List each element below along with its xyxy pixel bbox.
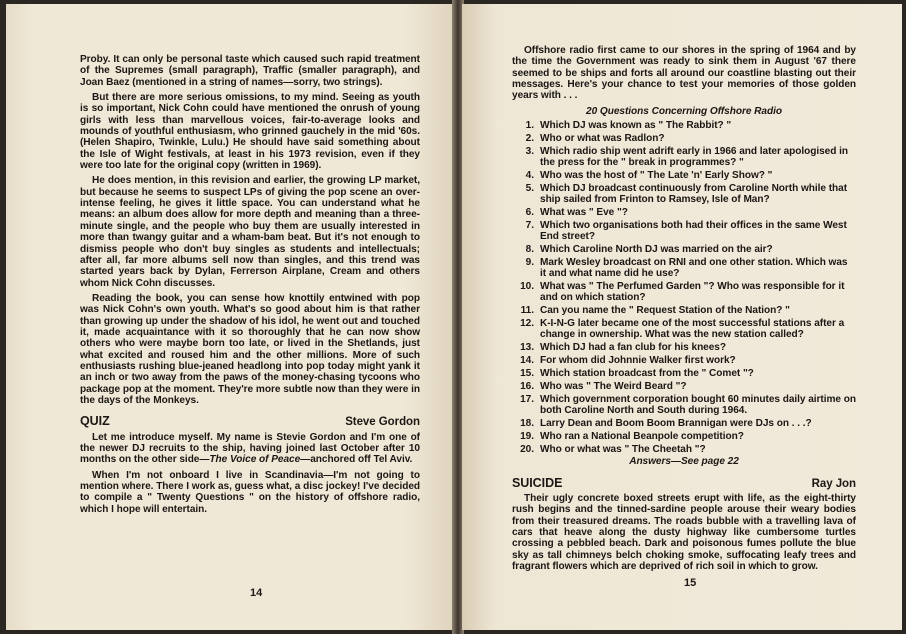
question-item [512, 281, 856, 304]
question-number: 6. [525, 206, 534, 218]
quiz-paragraph-2: When I'm not onboard I live in Scandinavia—I'm not going to mention where. There I work as, guess what, a disc jockey! I've decided to compile a " Twenty Questions " on the history of offshore radio, which I hope will entertain. [80, 469, 420, 515]
question-item [512, 146, 856, 169]
page-number-left: 14 [250, 587, 263, 599]
suicide-header [512, 475, 856, 490]
question-text: Who was the host of " The Late 'n' Early Show? " [540, 169, 773, 181]
question-item [512, 368, 856, 379]
question-number: 16. [520, 380, 534, 392]
suicide-text: Their ugly concrete boxed streets erupt with life, as the eight-thirty rush begins and the tinned-sardine people arouse their weary bodies from their treasured dreams. The roads bubble with a travelling lava of cars that heave along the dusty highway like cumbersome turtles crossing a pebbled beach. Dark and poisonous fumes pollute the blue sky as tall chimneys belch choking smoke, suffocating leafy trees and fragrant flowers which are deprived of rich soil in which to grow. [512, 493, 856, 573]
left-text-column [80, 54, 420, 519]
quiz-author: Steve Gordon [345, 416, 420, 429]
question-text: Which two organisations both had their offices in the same West End street? [540, 219, 847, 243]
right-page [462, 4, 902, 630]
question-item [512, 318, 856, 341]
question-text: K-I-N-G later became one of the most successful stations after a change in ownership. What was the new station called? [540, 318, 845, 341]
question-number: 10. [520, 281, 534, 293]
question-text: Which DJ had a fan club for his knees? [540, 342, 726, 354]
suicide-heading: SUICIDE [512, 475, 563, 490]
question-text: Larry Dean and Boom Boom Brannigan were DJs on . . .? [540, 417, 812, 429]
question-item [512, 183, 856, 206]
questions-title: 20 Questions Concerning Offshore Radio [586, 105, 782, 117]
left-page [6, 4, 458, 630]
question-text: Which DJ broadcast continuously from Caroline North while that ship sailed from Frinton to Ramsey, Isle of Man? [540, 182, 848, 206]
question-text: What was " The Perfumed Garden "? Who was responsible for it and on which station? [540, 281, 845, 304]
question-item [512, 257, 856, 280]
question-text: Who or what was " The Cheetah "? [540, 443, 706, 455]
question-text: Which station broadcast from the " Comet "? [540, 367, 754, 379]
quiz-paragraph-1 [80, 432, 420, 466]
left-paragraph-2: But there are more serious omissions, to my mind. Seeing as youth is so important, Nick Cohn could have mentioned the onrush of young girls with less than marvellous voices, fair-to-average looks and mounds of youthful enthusiasm, who grinned gauchely in the mid '60s. (Helen Shapiro, Twinkle, Lulu.) He should have said something about the Isle of Wight festivals, at least in his 1973 revision, even if they were too late for the original copy (written in 1969). [80, 92, 420, 172]
question-text: Can you name the " Request Station of the Nation? " [540, 305, 790, 317]
question-item [512, 381, 856, 392]
questions-list [512, 120, 856, 455]
question-number: 9. [525, 256, 534, 268]
question-text: Who ran a National Beanpole competition? [540, 430, 744, 442]
question-item [512, 120, 856, 131]
quiz-p1-ship-name: The Voice of Peace [209, 454, 301, 466]
question-text: Which government corporation bought 60 minutes daily airtime on both Caroline North and South during 1964. [540, 393, 856, 416]
question-number: 1. [525, 120, 534, 132]
question-text: Which radio ship went adrift early in 1966 and later apologised in the press for the " break in programmes? " [540, 145, 848, 169]
question-text: What was " Eve "? [540, 206, 628, 218]
question-item [512, 170, 856, 181]
suicide-author: Ray Jon [811, 477, 856, 490]
left-paragraph-3: He does mention, in this revision and earlier, the growing LP market, but because he seems to suspect LPs of giving the pop scene an over-intense feeling, he gives it little space. You can understand what he means: an album does allow for more depth and meaning than a three-minute single, and the people who buy them are usually interested in more than twangy guitar and a wham-bam beat. But it's not enough to dismiss people who don't buy singles as students and intellectuals; after all, far more albums sell now than singles, and this trend was started years back by Dylan, Ferrerson Airplane, Cream and others whom Nick Cohn discusses. [80, 175, 420, 289]
question-number: 5. [525, 182, 534, 194]
question-item [512, 444, 856, 455]
question-item [512, 244, 856, 255]
question-number: 20. [520, 443, 534, 455]
question-number: 14. [520, 355, 534, 367]
question-number: 19. [520, 430, 534, 442]
question-number: 18. [520, 417, 534, 429]
page-number-right: 15 [684, 577, 697, 589]
question-number: 7. [525, 219, 534, 231]
left-paragraph-4: Reading the book, you can sense how knottily entwined with pop was Nick Cohn's own youth. What's so good about him is that rather than growing up under the shadow of his idol, he went out and touched it, made acquaintance with it so thoroughly that he can now show others who were maybe born too late, or lived in the Shetlands, just what excited and roused him and the other millions. More of such enthusiasts rushing blue-jeaned headlong into pop today might yank it an inch or two away from the paws of the money-chasing tycoons who package pop at the moment. They're more subtle now than they were in the days of the Monkeys. [80, 292, 420, 406]
question-text: Which DJ was known as " The Rabbit? " [540, 120, 732, 132]
question-item [512, 207, 856, 218]
quiz-header [80, 416, 420, 428]
question-number: 13. [520, 342, 534, 354]
right-text-column [512, 45, 856, 576]
question-text: Mark Wesley broadcast on RNI and one other station. Which was it and what name did he use? [540, 256, 848, 280]
question-item [512, 342, 856, 353]
quiz-p1-start: Let me introduce myself. My name is Stevie Gordon and I'm one of the newer DJ recruits to the ship, having joined last October after 10 months on the other side— [80, 431, 420, 466]
question-item [512, 431, 856, 442]
left-paragraph-1: Proby. It can only be personal taste which caused such rapid treatment of the Supremes (small paragraph), Traffic (smaller paragraph), and Joan Baez (mentioned in a string of names—sorry, two strings). [80, 54, 420, 88]
question-number: 8. [525, 244, 534, 255]
question-item [512, 355, 856, 366]
answers-note: Answers—See page 22 [629, 456, 739, 468]
question-number: 15. [520, 367, 534, 379]
question-number: 12. [520, 318, 534, 330]
question-text: Which Caroline North DJ was married on the air? [540, 244, 773, 255]
quiz-heading: QUIZ [80, 414, 110, 429]
question-number: 4. [525, 169, 534, 181]
question-item [512, 133, 856, 144]
question-text: For whom did Johnnie Walker first work? [540, 355, 736, 367]
question-number: 3. [525, 145, 534, 157]
question-number: 11. [520, 305, 534, 317]
question-item [512, 394, 856, 417]
question-text: Who or what was Radlon? [540, 132, 665, 144]
question-text: Who was " The Weird Beard "? [540, 380, 687, 392]
question-item [512, 220, 856, 243]
quiz-p1-end: —anchored off Tel Aviv. [300, 454, 413, 466]
question-number: 17. [520, 393, 534, 405]
question-item [512, 418, 856, 429]
offshore-intro: Offshore radio first came to our shores in the spring of 1964 and by the time the Government was ready to sink them in August '67 there seemed to be ships and forts all around our coastline blasting out their messages. Here's your chance to test your memories of those golden years with . . . [512, 45, 856, 102]
question-item [512, 305, 856, 316]
question-number: 2. [525, 132, 534, 144]
